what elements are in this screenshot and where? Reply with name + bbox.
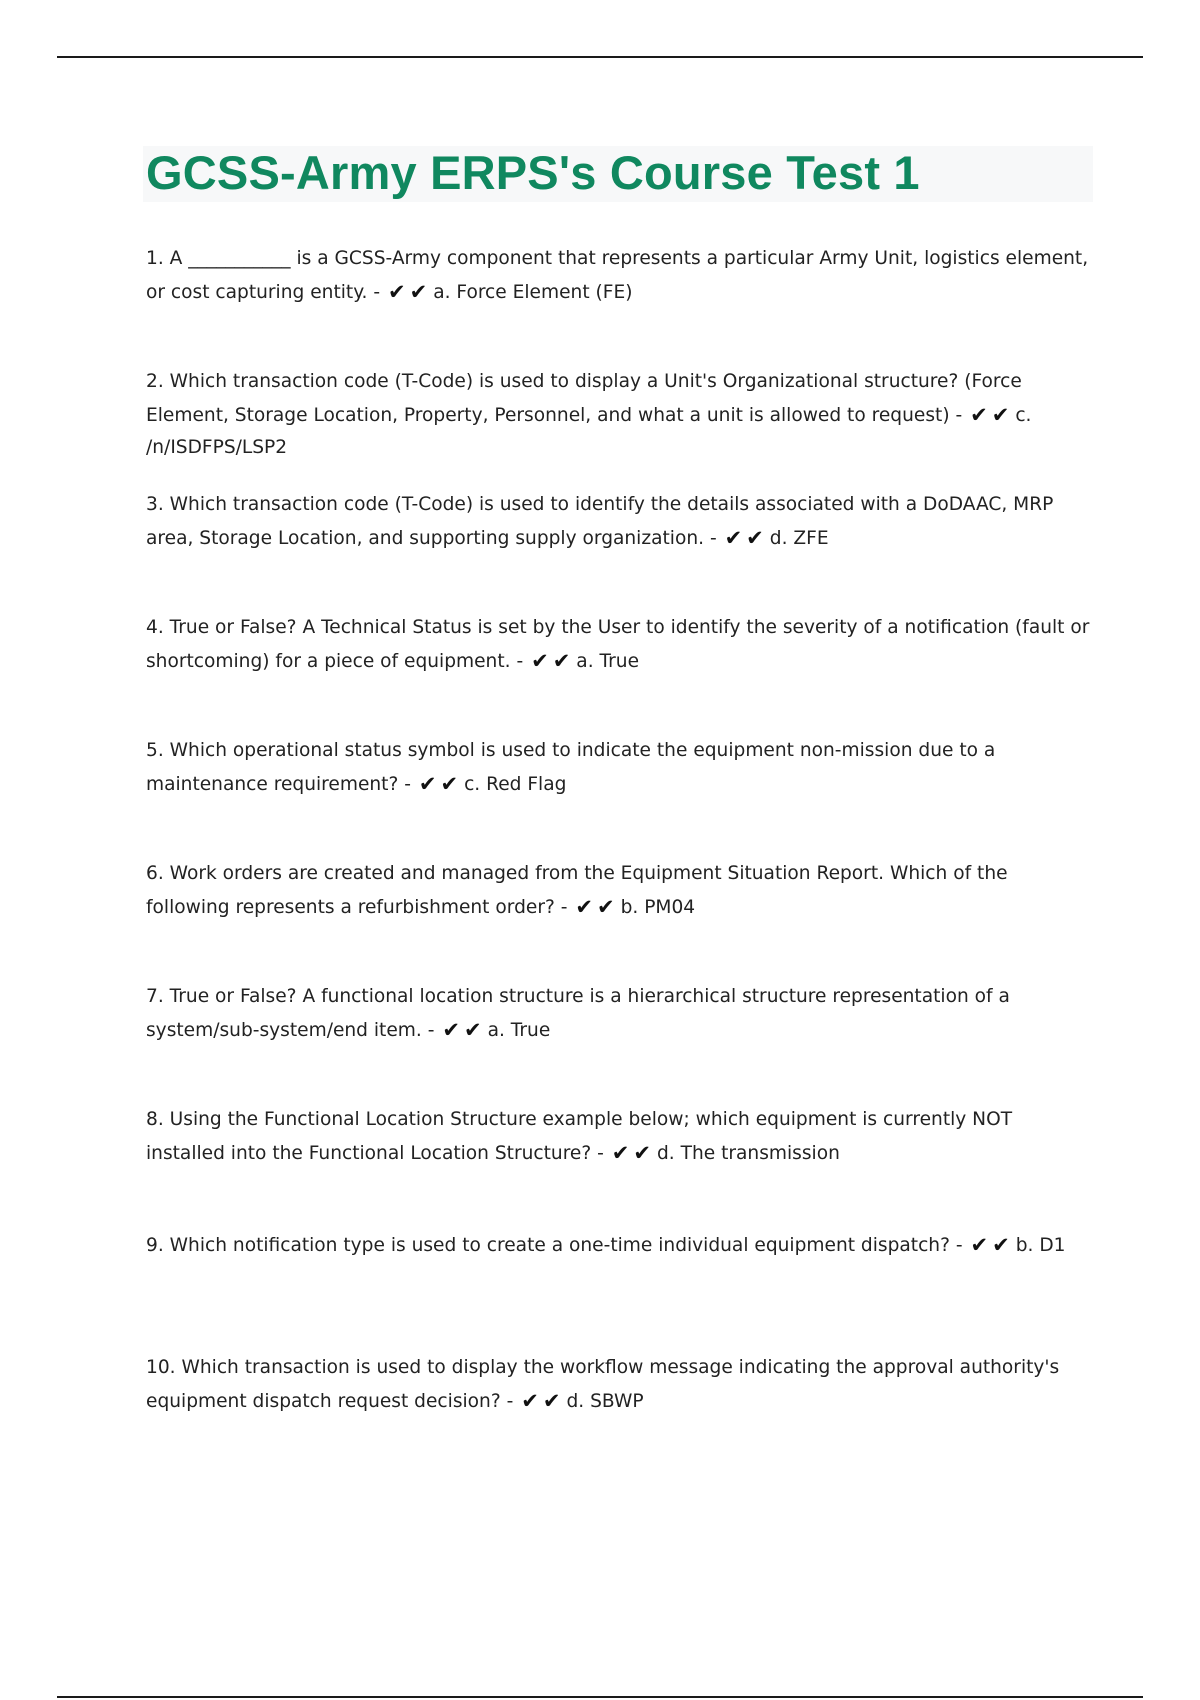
double-check-icon: ✔✔ — [521, 1388, 565, 1413]
question-item — [146, 735, 1096, 801]
question-item — [146, 1229, 1096, 1263]
answer-text: d. ZFE — [769, 527, 829, 549]
double-check-icon: ✔✔ — [388, 279, 432, 304]
answer-text: b. PM04 — [620, 896, 696, 918]
answer-text: a. True — [576, 650, 640, 672]
bottom-rule — [57, 1696, 1143, 1698]
question-text: 1. A ___________ is a GCSS-Army component that represents a particular Army Unit, logistics element, or cost capturing entity. - — [146, 248, 1089, 303]
question-item — [146, 612, 1096, 678]
question-text: 10. Which transaction is used to display the workflow message indicating the approval authority's equipment dispatch request decision? - — [146, 1357, 1060, 1412]
question-item — [146, 858, 1096, 924]
double-check-icon: ✔✔ — [970, 1233, 1014, 1257]
answer-text: c. /n/ISDFPS/LSP2 — [146, 404, 1032, 458]
double-check-icon: ✔✔ — [442, 1017, 486, 1042]
question-text: 8. Using the Functional Location Structure example below; which equipment is currently NOT installed into the Functional Location Structure? - — [146, 1109, 1013, 1164]
question-item — [146, 1104, 1096, 1170]
answer-text: b. D1 — [1015, 1235, 1066, 1256]
question-text: 3. Which transaction code (T-Code) is used to identify the details associated with a DoDAAC, MRP area, Storage Location, and supporting supply organization. - — [146, 494, 1054, 549]
question-item — [146, 489, 1096, 555]
double-check-icon: ✔✔ — [575, 894, 619, 919]
question-item — [146, 1352, 1096, 1418]
double-check-icon: ✔✔ — [970, 402, 1014, 427]
question-text: 4. True or False? A Technical Status is set by the User to identify the severity of a notification (fault or shortcoming) for a piece of equipment. - — [146, 617, 1090, 672]
question-text: 6. Work orders are created and managed from the Equipment Situation Report. Which of the following represents a refurbishment order? - — [146, 863, 1008, 918]
question-item — [146, 981, 1096, 1047]
answer-text: a. True — [487, 1019, 551, 1041]
double-check-icon: ✔✔ — [418, 771, 463, 796]
question-item — [146, 243, 1096, 309]
answer-text: c. Red Flag — [464, 773, 567, 795]
question-text: 5. Which operational status symbol is used to indicate the equipment non-mission due to a maintenance requirement? - — [146, 740, 996, 795]
answer-text: d. The transmission — [656, 1142, 840, 1164]
answer-text: d. SBWP — [566, 1390, 644, 1412]
question-text: 7. True or False? A functional location structure is a hierarchical structure representation of a system/sub-system/end item. - — [146, 986, 1010, 1041]
question-item — [146, 366, 1096, 465]
double-check-icon: ✔✔ — [724, 525, 768, 550]
double-check-icon: ✔✔ — [611, 1140, 655, 1165]
double-check-icon: ✔✔ — [531, 648, 575, 673]
question-text: 2. Which transaction code (T-Code) is used to display a Unit's Organizational structure? (Force Element, Storage Location, Property, Personnel, and what a unit is allowed to request) - — [146, 371, 1022, 426]
top-rule — [57, 56, 1143, 58]
page-title: GCSS-Army ERPS's Course Test 1 — [146, 146, 920, 199]
question-text: 9. Which notification type is used to create a one-time individual equipment dispatch? - — [146, 1235, 963, 1256]
answer-text: a. Force Element (FE) — [433, 281, 633, 303]
